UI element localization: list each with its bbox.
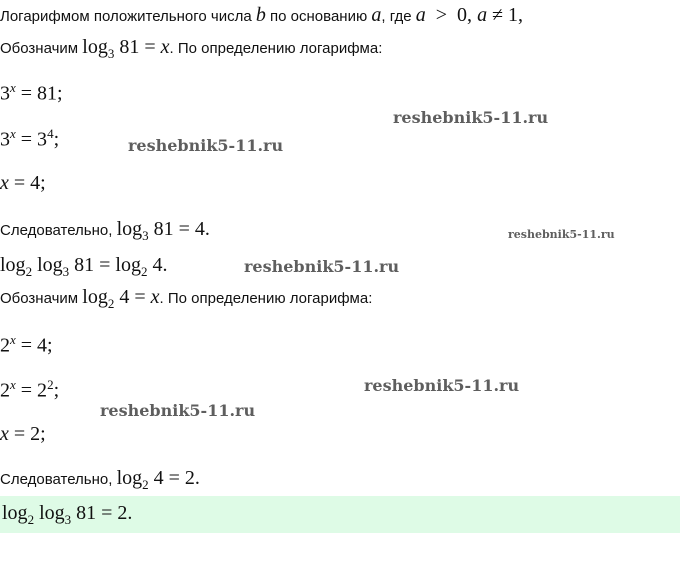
math-log3-81-x: $\log_3 81 = x$ <box>82 36 170 61</box>
math-a: a <box>371 4 382 26</box>
final-answer: $\log_2 \log_3 81 = 2$. <box>2 502 133 527</box>
math-log3-81-4: $\log_3 81 = 4$. <box>116 218 210 243</box>
equation-x-2: x = 2; <box>0 423 46 445</box>
conclusion-label-2: Следовательно, <box>0 471 113 488</box>
answer-highlight <box>0 496 680 533</box>
conclusion-line-2 <box>0 467 200 493</box>
watermark: reshebnik5-11.ru <box>128 136 284 155</box>
denote-line-1 <box>0 36 382 62</box>
equation-x-4: x = 4; <box>0 172 46 194</box>
definition-line <box>0 4 523 27</box>
equation-3x-3-4: $3^x = 3^4$; <box>0 126 60 151</box>
equation-3x-81: $3^x = 81$; <box>0 80 63 105</box>
denote-label-1: Обозначим <box>0 40 79 57</box>
watermark: reshebnik5-11.ru <box>393 108 549 127</box>
math-log2-4-x: $\log_2 4 = x$ <box>82 286 160 311</box>
definition-text-b: по основанию <box>270 8 368 25</box>
denote-label-2: Обозначим <box>0 290 79 307</box>
equation-2x-4: $2^x = 4$; <box>0 332 53 357</box>
definition-text-a: Логарифмом положительного числа <box>0 8 252 25</box>
watermark: reshebnik5-11.ru <box>244 257 400 276</box>
equation-log2-log3: $\log_2 \log_3 81 = \log_2 4$. <box>0 254 168 279</box>
math-condition: a > 0, a ≠ 1, <box>415 4 524 26</box>
watermark: reshebnik5-11.ru <box>508 228 615 241</box>
denote-rest-1: . По определению логарифма: <box>169 40 383 57</box>
equation-2x-2-2: $2^x = 2^2$; <box>0 377 60 402</box>
definition-text-c: , где <box>381 8 412 25</box>
denote-line-2 <box>0 286 372 312</box>
watermark: reshebnik5-11.ru <box>364 376 520 395</box>
conclusion-line-1 <box>0 218 210 244</box>
watermark: reshebnik5-11.ru <box>100 401 256 420</box>
denote-rest-2: . По определению логарифма: <box>159 290 373 307</box>
conclusion-label-1: Следовательно, <box>0 222 113 239</box>
math-log2-4-2: $\log_2 4 = 2$. <box>116 467 200 492</box>
math-b: b <box>255 4 266 26</box>
